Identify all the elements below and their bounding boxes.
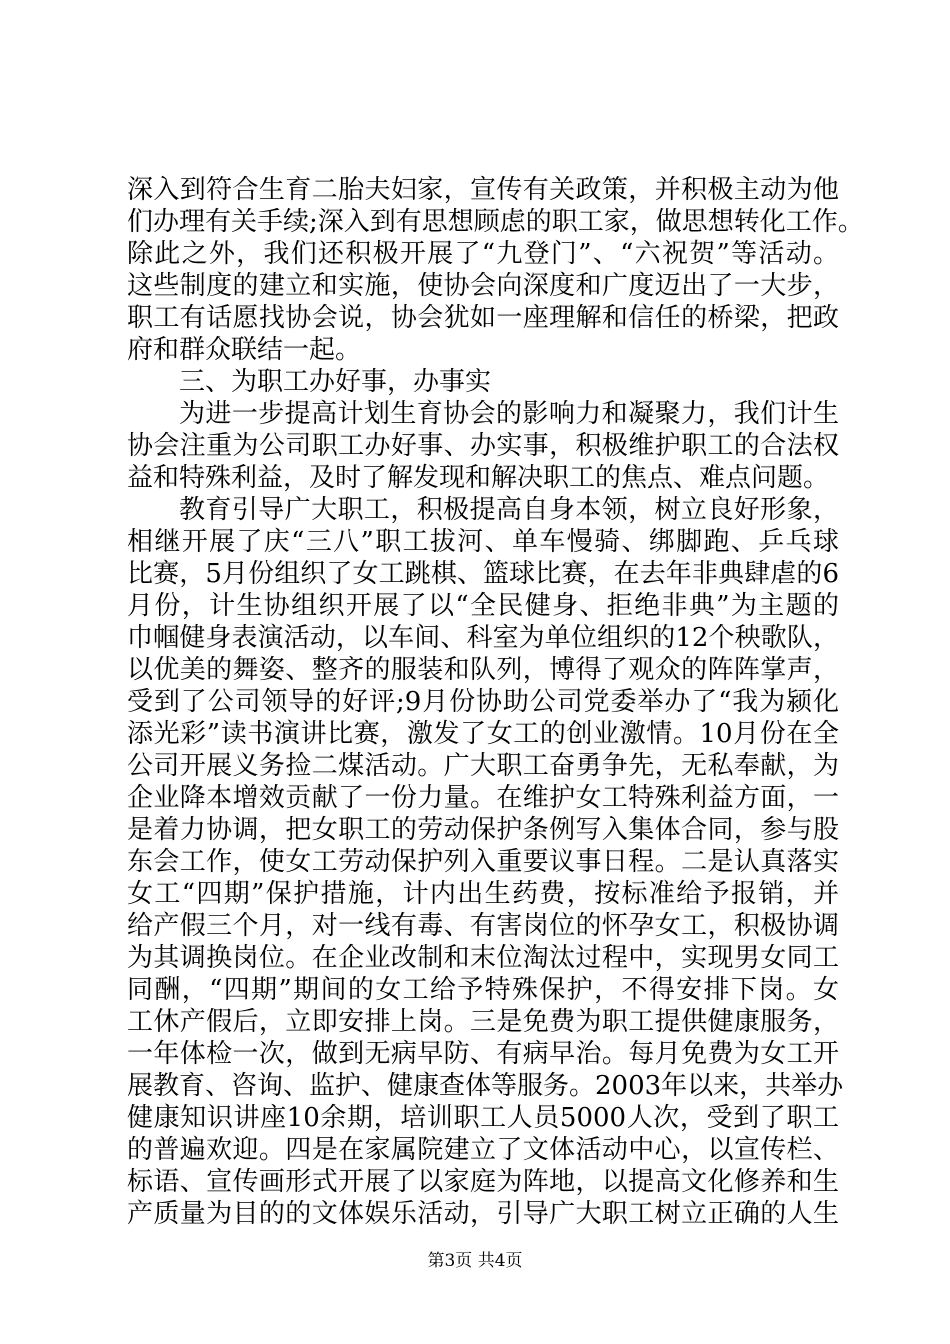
text-line: 为进一步提高计划生育协会的影响力和凝聚力，我们计生: [179, 399, 839, 429]
text-line: 受到了公司领导的好评;9月份协助公司党委举办了“我为颍化: [127, 687, 839, 717]
text-line: 一年体检一次，做到无病早防、有病早治。每月免费为女工开: [127, 1039, 839, 1069]
text-line: 相继开展了庆“三八”职工拔河、单车慢骑、绑脚跑、乒乓球: [127, 527, 839, 557]
text-line: 以优美的舞姿、整齐的服装和队列，博得了观众的阵阵掌声，: [127, 655, 839, 685]
text-line: 标语、宣传画形式开展了以家庭为阵地，以提高文化修养和生: [127, 1167, 839, 1197]
text-line: 东会工作，使女工劳动保护列入重要议事日程。二是认真落实: [127, 847, 839, 877]
text-line: 为其调换岗位。在企业改制和末位淘汰过程中，实现男女同工: [127, 943, 839, 973]
text-line: 工休产假后，立即安排上岗。三是免费为职工提供健康服务，: [127, 1007, 839, 1037]
text-line: 益和特殊利益，及时了解发现和解决职工的焦点、难点问题。: [127, 463, 830, 493]
body-text: [127, 174, 864, 1230]
text-line: 教育引导广大职工，积极提高自身本领，树立良好形象，: [179, 495, 839, 525]
text-line: 公司开展义务捡二煤活动。广大职工奋勇争先，无私奉献，为: [127, 751, 839, 781]
text-line: 产质量为目的的文体娱乐活动，引导广大职工树立正确的人生: [127, 1199, 839, 1229]
text-line: 给产假三个月，对一线有毒、有害岗位的怀孕女工，积极协调: [127, 911, 839, 941]
text-line: 深入到符合生育二胎夫妇家，宣传有关政策，并积极主动为他: [127, 175, 839, 205]
text-line: 比赛，5月份组织了女工跳棋、篮球比赛，在去年非典肆虐的6: [127, 559, 839, 589]
text-line: 月份，计生协组织开展了以“全民健身、拒绝非典”为主题的: [127, 591, 839, 621]
text-line: 巾帼健身表演活动，以车间、科室为单位组织的12个秧歌队，: [127, 623, 839, 653]
text-line: 除此之外，我们还积极开展了“九登门”、“六祝贺”等活动。: [127, 239, 839, 269]
text-line: 职工有话愿找协会说，协会犹如一座理解和信任的桥梁，把政: [127, 303, 839, 333]
text-line: 协会注重为公司职工办好事、办实事，积极维护职工的合法权: [127, 431, 839, 461]
text-line: 府和群众联结一起。: [127, 335, 362, 365]
text-line: 同酬，“四期”期间的女工给予特殊保护，不得安排下岗。女: [127, 975, 839, 1005]
text-line: 企业降本增效贡献了一份力量。在维护女工特殊利益方面，一: [127, 783, 839, 813]
text-line: 是着力协调，把女职工的劳动保护条例写入集体合同，参与股: [127, 815, 839, 845]
text-line: 健康知识讲座10余期，培训职工人员5000人次，受到了职工: [127, 1103, 839, 1133]
page-number: 第3页 共4页: [427, 1251, 523, 1271]
text-line: 这些制度的建立和实施，使协会向深度和广度迈出了一大步，: [127, 271, 839, 301]
text-line: 的普遍欢迎。四是在家属院建立了文体活动中心，以宣传栏、: [127, 1135, 839, 1165]
text-line: 添光彩”读书演讲比赛，激发了女工的创业激情。10月份在全: [127, 719, 839, 749]
text-line: 女工“四期”保护措施，计内出生药费，按标准给予报销，并: [127, 879, 839, 909]
section-heading: 三、为职工办好事，办事实: [179, 367, 492, 397]
text-line: 展教育、咨询、监护、健康查体等服务。2003年以来，共举办: [127, 1071, 844, 1101]
text-line: 们办理有关手续;深入到有思想顾虑的职工家，做思想转化工作。: [127, 207, 864, 237]
